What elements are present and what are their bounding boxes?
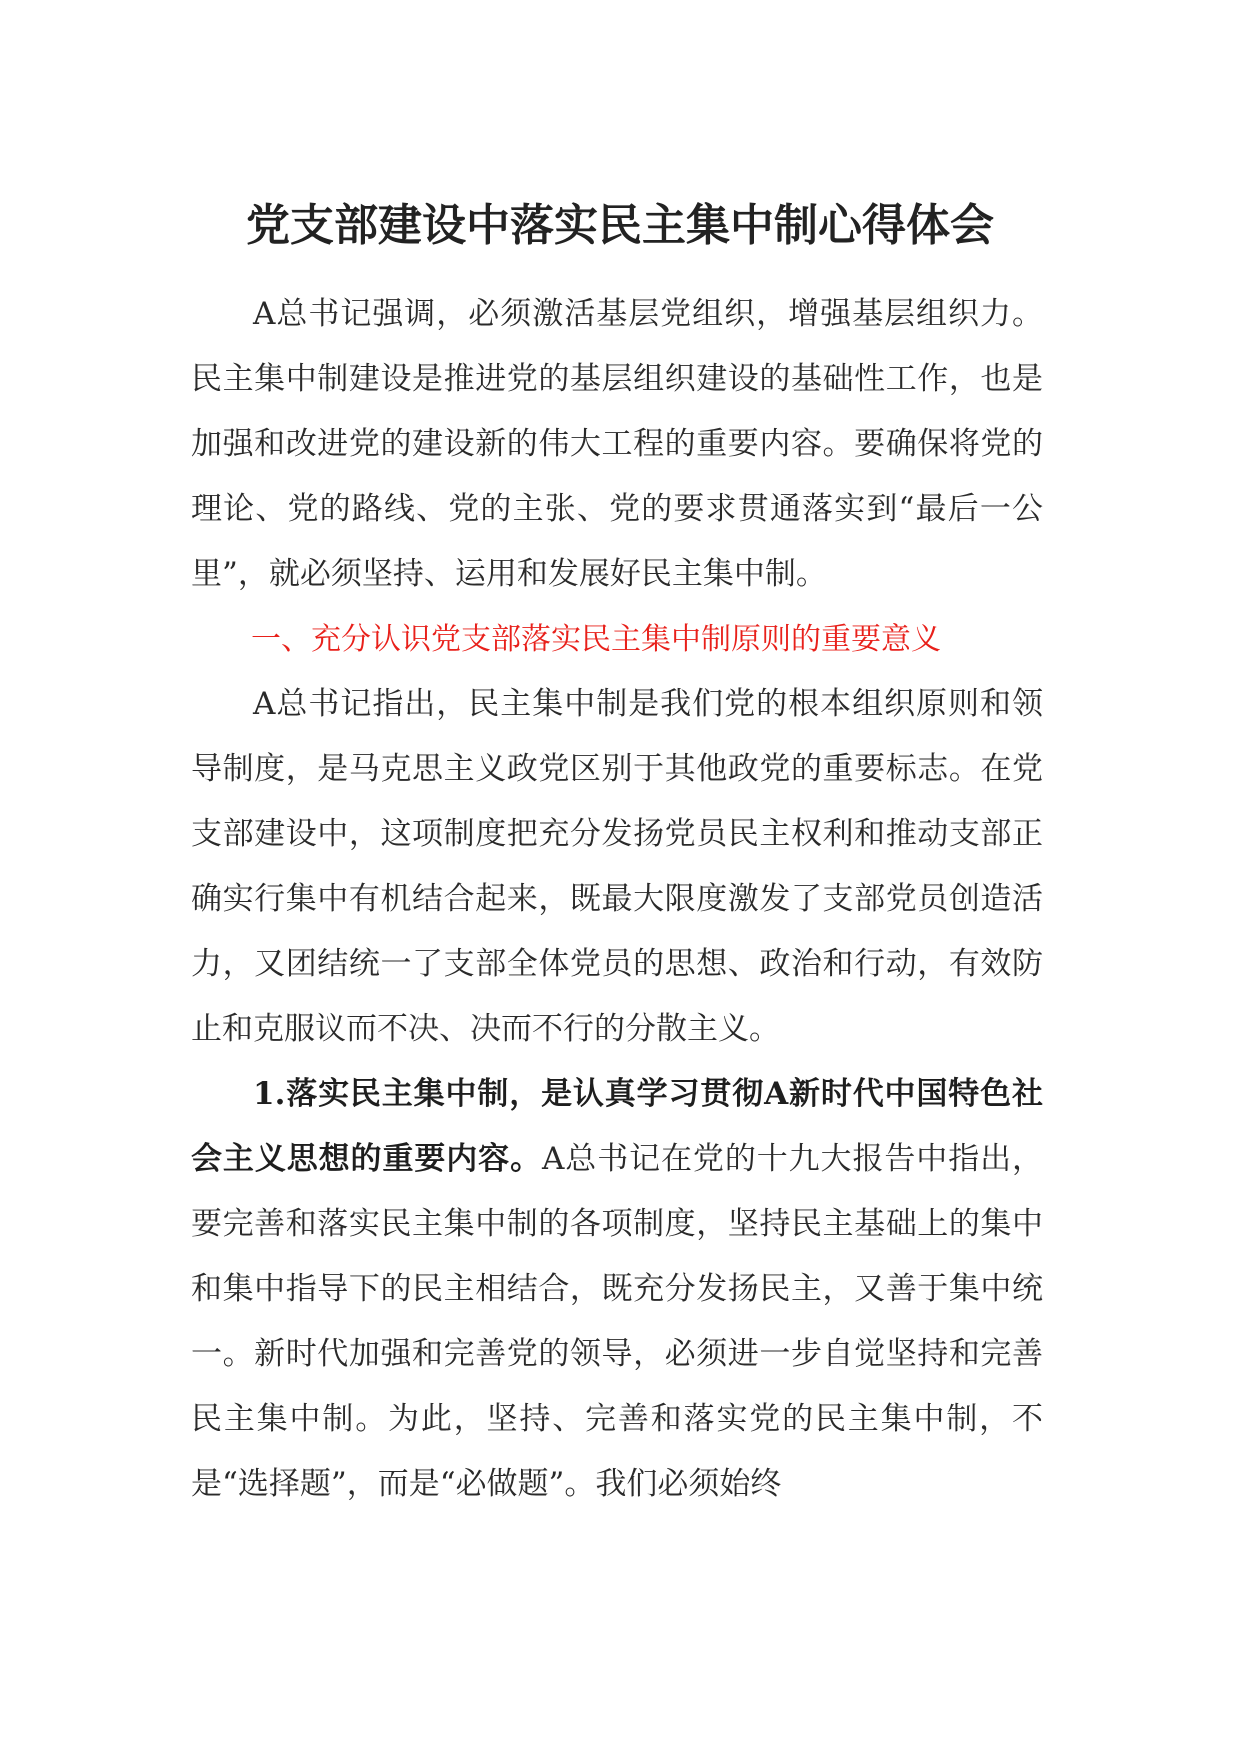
paragraph-intro: A总书记强调，必须激活基层党组织，增强基层组织力。民主集中制建设是推进党的基层组织建设的基础性工作，也是加强和改进党的建设新的伟大工程的重要内容。要确保将党的理论、党的路线、党的主张、党的要求贯通落实到“最后一公里”，就必须坚持、运用和发展好民主集中制。 [191,296,1043,592]
paragraph-point-1 [191,1062,1043,1517]
document-title: 党支部建设中落实民主集中制心得体会 [246,200,994,251]
document-body [191,282,1043,1517]
point-1-lead: 1.落实民主集中制，是认真学习贯彻A新时代中国特色社会主义思想的重要内容。 [191,1076,1043,1177]
paragraph-significance: A总书记指出，民主集中制是我们党的根本组织原则和领导制度，是马克思主义政党区别于其他政党的重要标志。在党支部建设中，这项制度把充分发扬党员民主权利和推动支部正确实行集中有机结合起来，既最大限度激发了支部党员创造活力，又团结统一了支部全体党员的思想、政治和行动，有效防止和克服议而不决、决而不行的分散主义。 [191,686,1043,1047]
section-heading-1: 一、充分认识党支部落实民主集中制原则的重要意义 [251,622,941,657]
point-1-body: A总书记在党的十九大报告中指出，要完善和落实民主集中制的各项制度，坚持民主基础上的集中和集中指导下的民主相结合，既充分发扬民主，又善于集中统一。新时代加强和完善党的领导，必须进一步自觉坚持和完善民主集中制。为此，坚持、完善和落实党的民主集中制，不是“选择题”，而是“必做题”。我们必须始终 [191,1141,1044,1502]
